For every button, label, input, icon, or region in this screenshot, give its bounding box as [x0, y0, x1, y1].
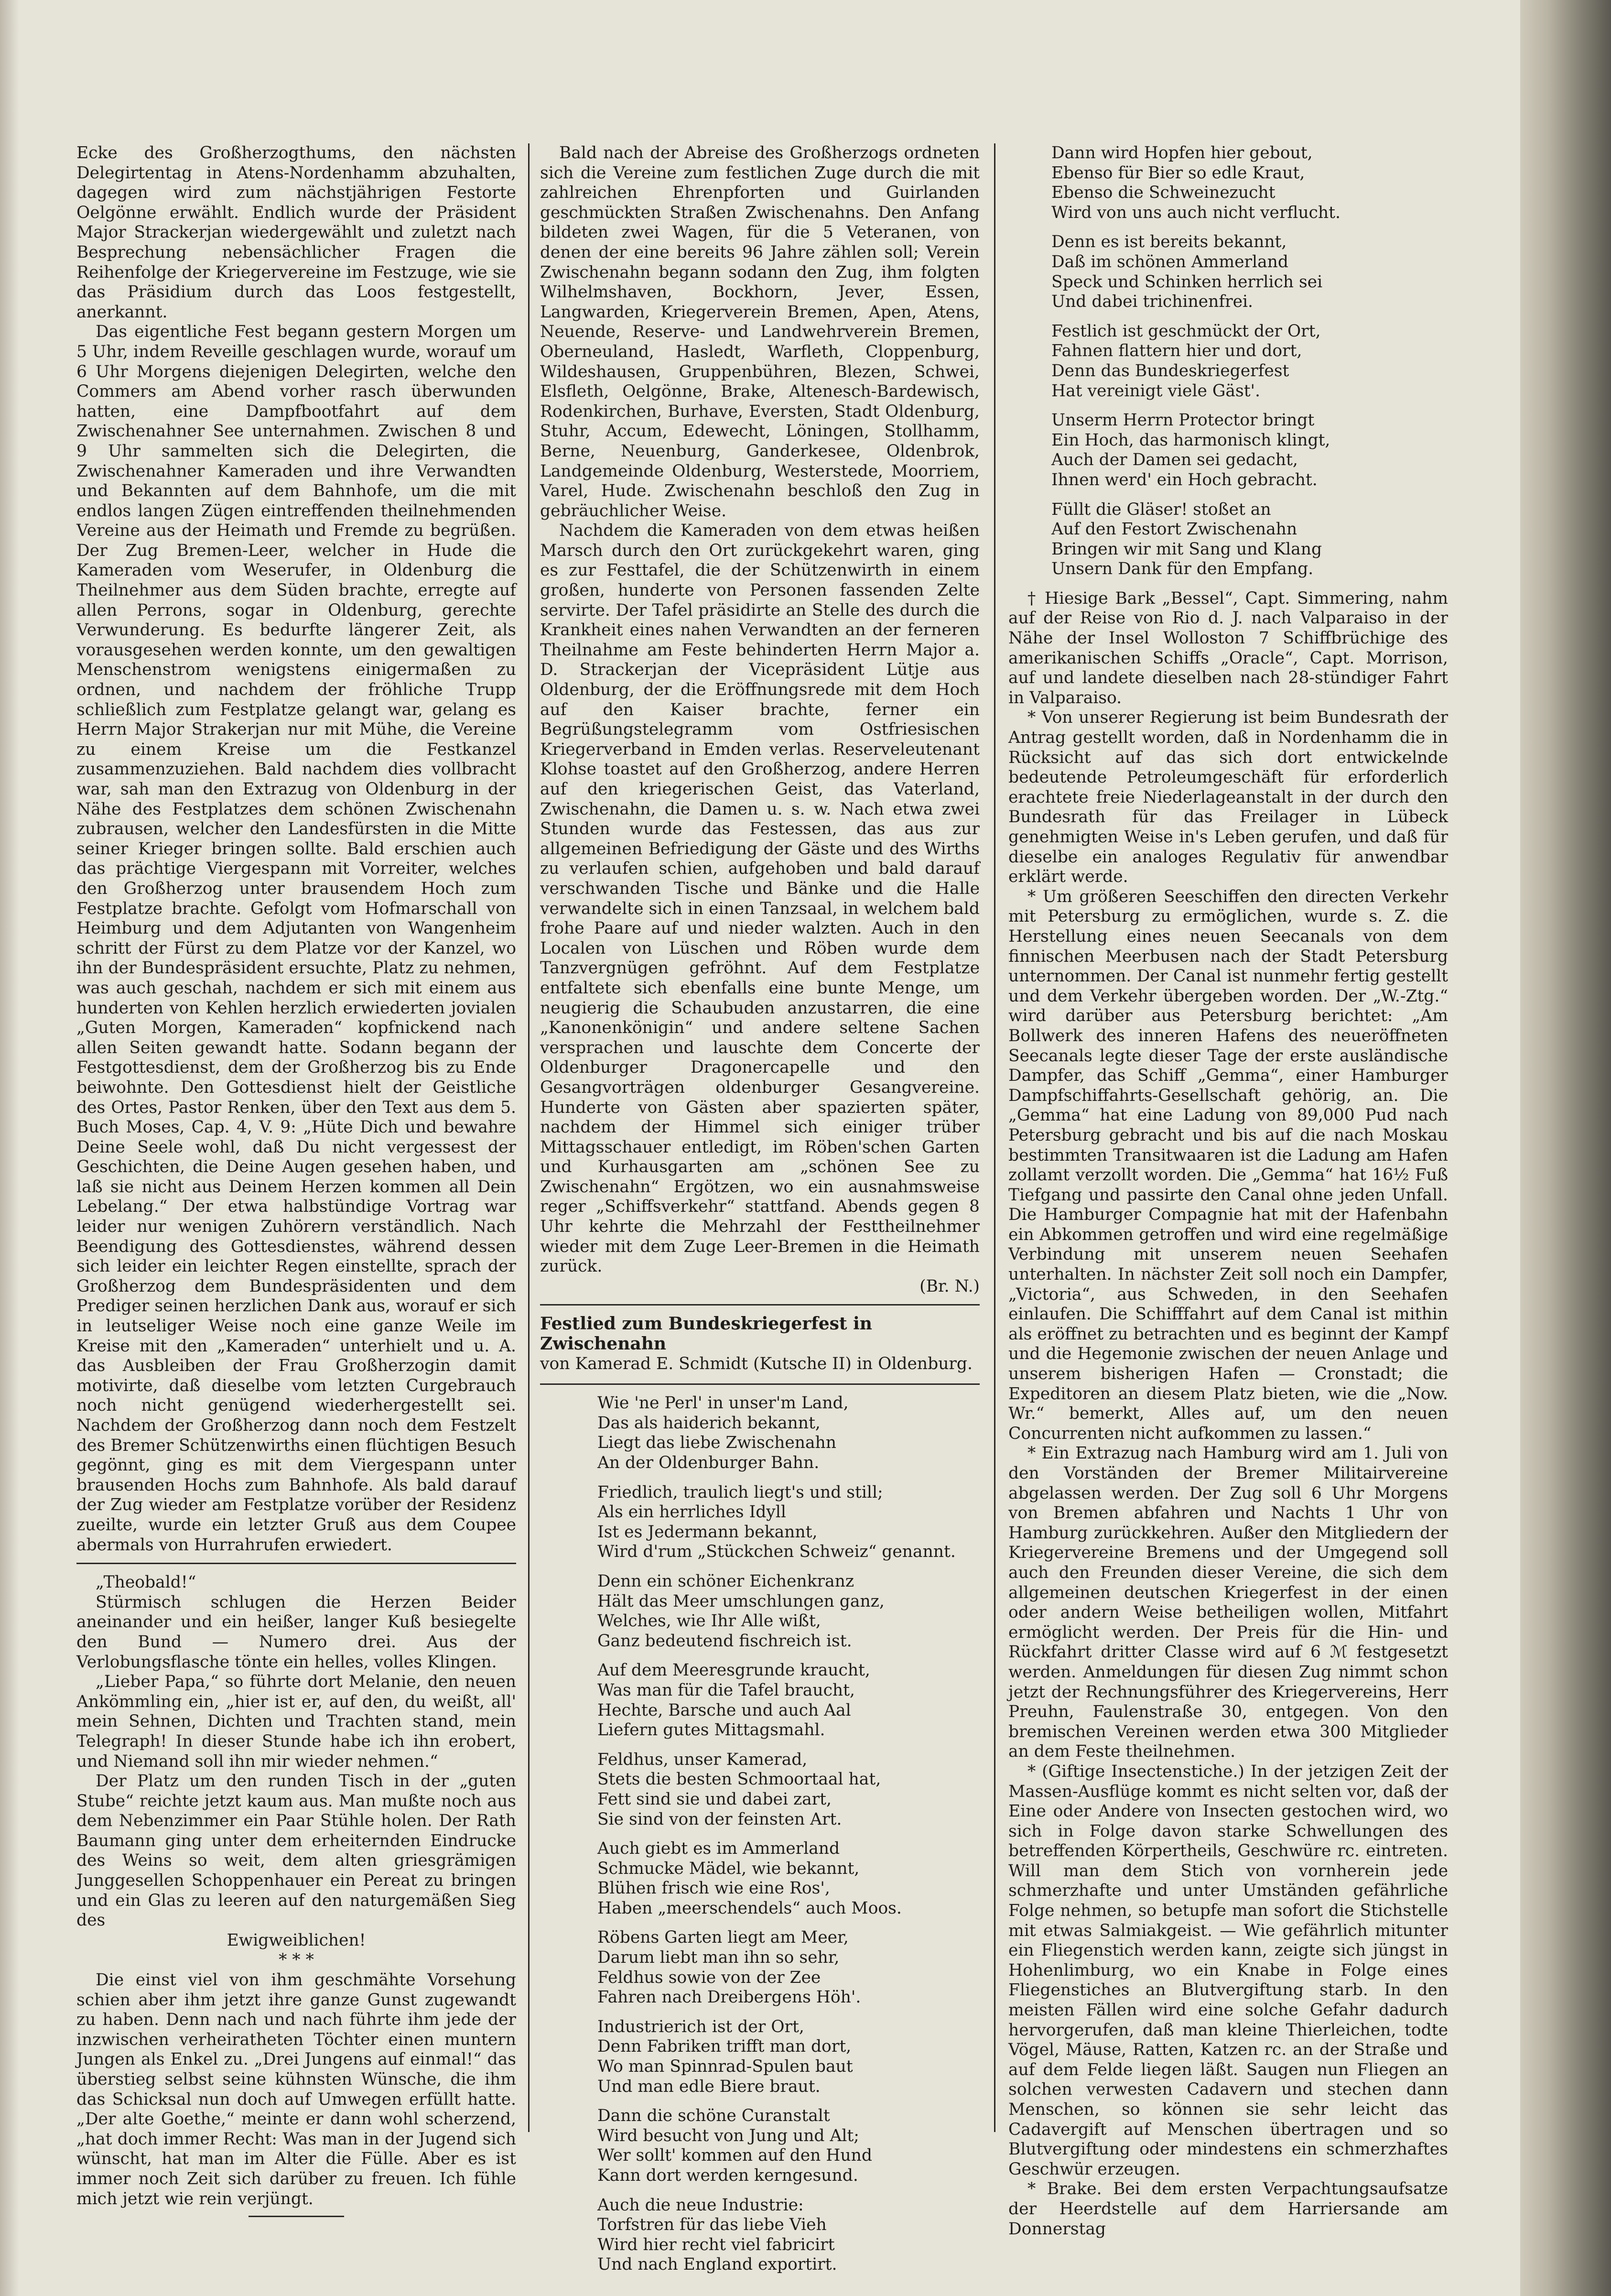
story-paragraph: „Theobald!“: [96, 1573, 196, 1592]
section-stars: * * *: [279, 1950, 314, 1970]
poem-stanza: Auf dem Meeresgrunde kraucht, Was man für die Tafel braucht, Hechte, Barsche und auch Aal Liefern gutes Mittagsmahl.: [597, 1661, 870, 1740]
news-item: * Ein Extrazug nach Hamburg wird am 1. Juli von den Vorständen der Bremer Militairvereine abgelassen werden. Der Zug soll 6 Uhr Morgens von Bremen abfahren und Nachts 1 Uhr von Hamburg zurückkehren. Außer den Mitgliedern der Kriegervereine Bremens und der Umgegend soll auch den Freunden dieser Vereine, die sich dem allgemeinen deutschen Kriegerfest in der einen oder andern Weise betheiligen wollen, Mitfahrt ermöglicht werden. Der Preis für die Hin- und Rückfahrt dritter Classe wird auf 6 ℳ festgesetzt werden. Anmeldungen für diesen Zug nimmt schon jetzt der Rechnungsführer des Kriegervereins, Herr Preuhn, Faulenstraße 30, entgegen. Von den bremischen Vereinen werden etwa 300 Mitglieder an dem Feste theilnehmen.: [1008, 1444, 1453, 1762]
article-paragraph: Das eigentliche Fest begann gestern Morgen um 5 Uhr, indem Reveille geschlagen wurde, worauf um 6 Uhr Morgens diejenigen Delegirten, welche den Commers am Abend vorher rasch überwunden hatten, eine Dampfbootfahrt auf dem Zwischenahner See unternahmen. Zwischen 8 und 9 Uhr sammelten sich die Delegirten, die Zwischenahner Kameraden und ihre Verwandten und Bekannten auf dem Bahnhofe, um die mit endlos langen Zügen eintreffenden theilnehmenden Vereine aus der Heimath und Fremde zu begrüßen. Der Zug Bremen-Leer, welcher in Hude die Kameraden vom Weserufer, in Oldenburg die Theilnehmer aus dem Süden brachte, erregte auf allen Perrons, sogar in Oldenburg, gerechte Verwunderung. Es bedurfte längerer Zeit, als vorausgesehen werden konnte, um den gewaltigen Menschenstrom wenigstens einigermaßen zu ordnen, und nachdem der fröhliche Trupp schließlich zum Festplatze gelangt war, gelang es Herrn Major Strakerjan nur mit Mühe, die Vereine zu einem Kreise um die Festkanzel zusammenzuziehen. Bald nachdem dies vollbracht war, sah man den Extrazug von Oldenburg in der Nähe des Festplatzes dem schönen Zwischenahn zubrausen, welcher den Landesfürsten in die Mitte seiner Krieger bringen sollte. Bald erschien auch das prächtige Viergespann mit Vorreiter, welches den Großherzog unter brausendem Hoch zum Festplatze brachte. Gefolgt vom Hofmarschall von Heimburg und dem Adjutanten von Wangenheim schritt der Fürst zu dem Platze vor der Kanzel, wo ihn der Bundespräsident ersuchte, Platz zu nehmen, was auch geschah, nachdem er sich mit einem aus hunderten von Kehlen herzlich erwiederten jovialen „Guten Morgen, Kameraden“ kopfnickend nach allen Seiten gewandt hatte. Sodann begann der Festgottesdienst, dem der Großherzog bis zu Ende beiwohnte. Den Gottesdienst hielt der Geistliche des Ortes, Pastor Renken, über den Text aus dem 5. Buch Moses, Cap. 4, V. 9: „Hüte Dich und bewahre Deine Seele wohl, daß Du nicht vergessest der Geschichten, die Deine Augen gesehen haben, und laß sie nicht aus Deinem Herzen kommen all Dein Lebelang.“ Der etwa halbstündige Vortrag war leider nur wenigen Zuhörern verständlich. Nach Beendigung des Gottesdienstes, während dessen sich leider ein leichter Regen einstellte, sprach der Großherzog dem Bundespräsidenten und dem Prediger seinen herzlichen Dank aus, worauf er sich in leutseliger Weise noch eine ganze Weile im Kreise mit den „Kameraden“ unterhielt und u. A. das Ausbleiben der Frau Großherzogin damit motivirte, daß dieselbe vom letzten Curgebrauch noch nicht genügend wiederhergestellt sei. Nachdem der Großherzog dann noch dem Festzelt des Bremer Schützenwirths einen flüchtigen Besuch gegönnt, ging es mit dem Viergespann unter brausenden Hochs zum Bahnhofe. Als bald darauf der Zug wieder am Festplatze vorüber der Residenz zueilte, wurde ein letzter Gruß aus dem Coupee abermals von Hurrahrufen erwiedert.: [76, 322, 521, 1555]
poem-stanza: Auch die neue Industrie: Torfstren für das liebe Vieh Wird hier recht viel fabricirt Und nach England exportirt.: [597, 2195, 837, 2274]
column-3: [1008, 143, 1453, 2239]
section-divider: [76, 1563, 516, 1564]
story-paragraph: Ewigweiblichen!: [227, 1930, 366, 1950]
poem-stanza: Denn ein schöner Eichenkranz Hält das Meer umschlungen ganz, Welches, wie Ihr Alle wißt, Ganz bedeutend fischreich ist.: [597, 1571, 885, 1651]
poem-stanza: Dann die schöne Curanstalt Wird besucht von Jung und Alt; Wer sollt' kommen auf den Hund Kann dort werden kerngesund.: [597, 2106, 872, 2185]
end-rule: [249, 2216, 344, 2217]
story-paragraph: Stürmisch schlugen die Herzen Beider aneinander und ein heißer, langer Kuß besiegelte den Bund — Numero drei. Aus der Verlobungsflasche tönte ein helles, volles Klingen.: [76, 1592, 521, 1672]
story-paragraph: „Lieber Papa,“ so führte dort Melanie, den neuen Ankömmling ein, „hier ist er, auf den, du weißt, all' mein Sehnen, Dichten und Trachten stand, mein Telegraph! In dieser Stunde habe ich ihn erobert, und Niemand soll ihn mir wieder nehmen.“: [76, 1672, 521, 1771]
article-signature: (Br. N.): [919, 1276, 980, 1296]
poem-stanza: Auch giebt es im Ammerland Schmucke Mädel, wie bekannt, Blühen frisch wie eine Ros', Haben „meerschendels“ auch Moos.: [597, 1839, 902, 1918]
poem-author: von Kamerad E. Schmidt (Kutsche II) in Oldenburg.: [540, 1354, 973, 1373]
news-item: † Hiesige Bark „Bessel“, Capt. Simmering, nahm auf der Reise von Rio d. J. nach Valparaiso in der Nähe der Insel Wolloston 7 Schiffbrüchige des amerikanischen Schiffs „Oracle“, Capt. Morrison, auf und landete dieselben nach 28-stündiger Fahrt in Valparaiso.: [1008, 588, 1453, 707]
poem-stanza: Festlich ist geschmückt der Ort, Fahnen flattern hier und dort, Denn das Bundeskriegerfest Hat vereinigt viele Gäst'.: [1051, 321, 1321, 401]
news-item: * (Giftige Insectenstiche.) In der jetzigen Zeit der Massen-Ausflüge kommt es nicht selten vor, daß der Eine oder Andere von Insecten gestochen wird, wo sich in Folge davon starke Schwellungen des betreffenden Körpertheils, Geschwüre rc. eintreten. Will man dem Stich von vornherein jede schmerzhafte und unter Umständen gefährliche Folge nehmen, so betupfe man sofort die Stichstelle mit etwas Salmiakgeist. — Wie gefährlich mitunter ein Fliegenstich werden kann, zeigte sich jüngst in Hohenlimburg, wo ein Knabe in Folge eines Fliegenstiches an Blutvergiftung starb. In den meisten Fällen wird eine solche Gefahr dadurch hervorgerufen, daß man kleine Thierleichen, todte Vögel, Mäuse, Ratten, Katzen rc. an der Straße und auf dem Felde liegen läßt. Saugen nun Fliegen an solchen verwesten Cadavern und stechen dann Menschen, so können sie sehr leicht das Cadavergift auf Menschen übertragen und so Blutvergiftung oder mindestens ein schmerzhaftes Geschwür erzeugen.: [1008, 1762, 1453, 2179]
poem-stanza: Friedlich, traulich liegt's und still; Als ein herrliches Idyll Ist es Jedermann bekannt, Wird d'rum „Stückchen Schweiz“ genannt.: [597, 1482, 956, 1562]
poem-stanza: Denn es ist bereits bekannt, Daß im schönen Ammerland Speck und Schinken herrlich sei Und dabei trichinenfrei.: [1051, 232, 1323, 312]
column-1: [76, 143, 521, 2224]
page-edge-shadow: [0, 0, 19, 2296]
poem-stanza: Unserm Herrn Protector bringt Ein Hoch, das harmonisch klingt, Auch der Damen sei gedacht, Ihnen werd' ein Hoch gebracht.: [1051, 411, 1330, 490]
article-paragraph: Nachdem die Kameraden von dem etwas heißen Marsch durch den Ort zurückgekehrt waren, ging es zur Festtafel, die der Schützenwirth in einem großen, hunderte von Personen fassenden Zelte servirte. Der Tafel präsidirte an Stelle des durch die Krankheit eines nahen Verwandten an der ferneren Theilnahme am Feste behinderten Herrn Major a. D. Strackerjan der Vicepräsident Lütje aus Oldenburg, der die Eröffnungsrede mit dem Hoch auf den Kaiser brachte, ferner ein Begrüßungstelegramm vom Ostfriesischen Kriegerverband in Emden verlas. Reserveleutenant Klohse toastet auf den Großherzog, andere Herren auf den kriegerischen Geist, das Vaterland, Zwischenahn, die Damen u. s. w. Nach etwa zwei Stunden wurde das Festessen, das aus zur allgemeinen Befriedigung der Gäste und des Wirths zu verlaufen schien, aufgehoben und bald darauf verschwanden Tische und Bänke und die Halle verwandelte sich in einen Tanzsaal, in welchem bald frohe Paare auf und nieder walzten. Auch in den Localen von Lüschen und Röben wurde dem Tanzvergnügen gefröhnt. Auf dem Festplatze entfaltete sich ebenfalls eine bunte Menge, um neugierig die Schaubuden anzustarren, die eine „Kanonenkönigin“ und andere seltene Sachen versprachen und lauschte dem Concerte der Oldenburger Dragonercapelle und den Gesangvorträgen oldenburger Gesangvereine. Hunderte von Gästen aber spazierten später, nachdem der Himmel sich einiger trüber Mittagsschauer entledigt, im Röben'schen Garten und Kurhausgarten am „schönen See zu Zwischenahn“ Ergötzen, wo ein ausnahmsweise reger „Schiffsverkehr“ stattfand. Abends gegen 8 Uhr kehrte die Mehrzahl der Festtheilnehmer wieder mit dem Zuge Leer-Bremen in die Heimath zurück.: [540, 521, 985, 1276]
article-paragraph: Bald nach der Abreise des Großherzogs ordneten sich die Vereine zum festlichen Zuge durch die mit zahlreichen Ehrenpforten und Guirlanden geschmückten Straßen Zwischenahns. Den Anfang bildeten zwei Wagen, für die 5 Veteranen, von denen der eine bereits 96 Jahre zählen soll; Verein Zwischenahn begann sodann den Zug, ihm folgten Wilhelmshaven, Bockhorn, Jever, Essen, Langwarden, Kriegerverein Bremen, Apen, Atens, Neuende, Reserve- und Landwehrverein Bremen, Oberneuland, Hasledt, Warfleth, Cloppenburg, Wildeshausen, Gruppenbühren, Blezen, Schwei, Elsfleth, Oelgönne, Brake, Altenesch-Bardewisch, Rodenkirchen, Burhave, Eversten, Stadt Oldenburg, Stuhr, Accum, Edewecht, Löningen, Stollhamm, Berne, Neuenburg, Ganderkesee, Oldenbrok, Landgemeinde Oldenburg, Westerstede, Moorriem, Varel, Hude. Zwischenahn beschloß den Zug in gebräuchlicher Weise.: [540, 143, 985, 521]
poem-stanza: Wie 'ne Perl' in unser'm Land, Das als haiderich bekannt, Liegt das liebe Zwischenahn An der Oldenburger Bahn.: [597, 1393, 849, 1472]
poem-stanza: Röbens Garten liegt am Meer, Darum liebt man ihn so sehr, Feldhus sowie von der Zee Fahren nach Dreibergens Höh'.: [597, 1928, 861, 2007]
story-paragraph: Der Platz um den runden Tisch in der „guten Stube“ reichte jetzt kaum aus. Man mußte noch aus dem Nebenzimmer ein Paar Stühle holen. Der Rath Baumann ging unter dem erheiternden Eindrucke des Weins so weit, dem alten griesgrämigen Junggesellen Schoppenhauer ein Pereat zu bringen und ein Glas zu leeren auf den naturgemäßen Sieg des: [76, 1772, 521, 1930]
section-divider: [540, 1304, 980, 1306]
column-divider-2: [994, 143, 995, 2132]
poem-stanza: Füllt die Gläser! stoßet an Auf den Festort Zwischenahn Bringen wir mit Sang und Klang Unsern Dank für den Empfang.: [1051, 500, 1322, 579]
news-item: * Um größeren Seeschiffen den directen Verkehr mit Petersburg zu ermöglichen, wurde s. Z. die Herstellung eines neuen Seecanals von dem finnischen Meerbusen nach der Stadt Petersburg unternommen. Der Canal ist nunmehr fertig gestellt und dem Verkehr übergeben worden. Der „W.-Ztg.“ wird darüber aus Petersburg berichtet: „Am Bollwerk des inneren Hafens des neueröffneten Seecanals legte dieser Tage der erste ausländische Dampfer, das Schiff „Gemma“, einer Hamburger Dampfschiffahrts-Gesellschaft gehörig, an. Die „Gemma“ hat eine Ladung von 89,000 Pud nach Petersburg gebracht und bis auf die nach Moskau bestimmten Transitwaaren ist die Ladung am Hafen zollamt verzollt worden. Die „Gemma“ hat 16½ Fuß Tiefgang und passirte den Canal ohne jeden Unfall. Die Hamburger Compagnie hat mit der Hafenbahn ein Abkommen getroffen und wird eine regelmäßige Verbindung mit unserem neuen Seehafen unterhalten. In nächster Zeit soll noch ein Dampfer, „Victoria“, aus Schweden, in den Seehafen einlaufen. Die Schifffahrt auf dem Canal ist mithin als eröffnet zu betrachten und es beginnt der Kampf und die Hegemonie zwischen der neuen Anlage und unserem bisherigen Hafen — Cronstadt; die Expeditoren an diesem Platz bieten, wie die „Now. Wr.“ bemerkt, Alles auf, um den neuen Concurrenten nicht aufkommen zu lassen.“: [1008, 887, 1453, 1443]
poem-stanza: Dann wird Hopfen hier gebout, Ebenso für Bier so edle Kraut, Ebenso die Schweinezucht Wird von uns auch nicht verflucht.: [1051, 143, 1341, 222]
poem-stanza: Industrierich ist der Ort, Denn Fabriken trifft man dort, Wo man Spinnrad-Spulen baut Und man edle Biere braut.: [597, 2017, 853, 2096]
column-divider-1: [528, 143, 530, 2132]
article-paragraph: Ecke des Großherzogthums, den nächsten Delegirtentag in Atens-Nordenhamm abzuhalten, dagegen wird zum nächstjährigen Festorte Oelgönne erwählt. Endlich wurde der Präsident Major Strackerjan wiedergewählt und zuletzt nach Besprechung nebensächlicher Fragen die Reihenfolge der Kriegervereine im Festzuge, wie sie das Präsidium durch das Loos festgestellt, anerkannt.: [76, 143, 521, 322]
poem-divider: [540, 1383, 980, 1385]
poem-title: Festlied zum Bundeskriegerfest in Zwischenahn: [540, 1314, 878, 1354]
story-paragraph: Die einst viel von ihm geschmähte Vorsehung schien aber ihm jetzt ihre ganze Gunst zugewandt zu haben. Denn nach und nach führte ihm jede der inzwischen verheiratheten Töchter einen muntern Jungen als Enkel zu. „Drei Jungens auf einmal!“ das überstieg selbst seine kühnsten Wünsche, die ihm das Schicksal nun doch auf Umwegen erfüllt hatte. „Der alte Goethe,“ meinte er dann wohl scherzend, „hat doch immer Recht: Was man in der Jugend sich wünscht, hat man im Alter die Fülle. Aber es ist immer noch Zeit sich darüber zu freuen. Ich fühle mich jetzt wie rein verjüngt.: [76, 1970, 521, 2209]
news-item: * Von unserer Regierung ist beim Bundesrath der Antrag gestellt worden, daß in Nordenhamm die in Rücksicht auf das sich dort entwickelnde bedeutende Petroleumgeschäft für erforderlich erachtete freie Niederlageanstalt in der durch den Bundesrath für das Freilager in Lübeck genehmigten Weise in's Leben gerufen, und daß für dieselbe ein analoges Regulativ für anwendbar erklärt werde.: [1008, 708, 1453, 887]
news-item: * Brake. Bei dem ersten Verpachtungsaufsatze der Heerdstelle auf dem Harriersande am Donnerstag: [1008, 2179, 1453, 2239]
poem-stanza: Feldhus, unser Kamerad, Stets die besten Schmoortaal hat, Fett sind sie und dabei zart, Sie sind von der feinsten Art.: [597, 1750, 881, 1829]
column-2: [540, 143, 985, 2275]
book-spine: [1520, 0, 1611, 2296]
